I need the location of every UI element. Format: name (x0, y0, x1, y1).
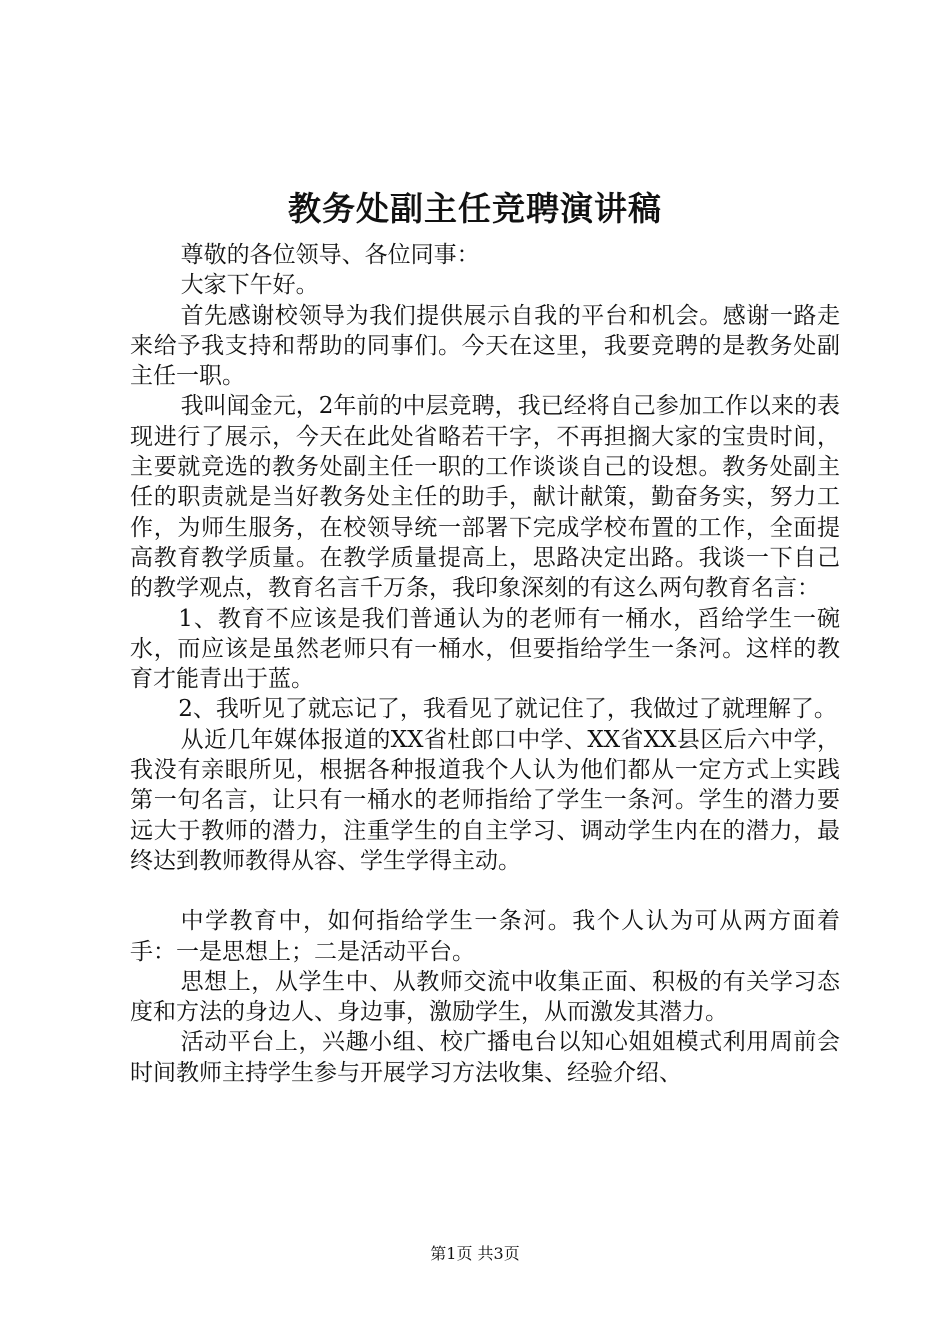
document-title: 教务处副主任竞聘演讲稿 (288, 189, 662, 228)
paragraph-thinking: 思想上，从学生中、从教师交流中收集正面、积极的有关学习态度和方法的身边人、身边事，激励学生，从而激发其潜力。 (130, 968, 840, 1026)
paragraph-thanks: 首先感谢校领导为我们提供展示自我的平台和机会。感谢一路走来给予我支持和帮助的同事们。今天在这里，我要竞聘的是教务处副主任一职。 (130, 302, 840, 390)
paragraph-activity-platform: 活动平台上，兴趣小组、校广播电台以知心姐姐模式利用周前会时间教师主持学生参与开展学习方法收集、经验介绍、 (130, 1029, 840, 1086)
paragraph-quote-2: 2、我听见了就忘记了，我看见了就记住了，我做过了就理解了。 (178, 696, 837, 723)
paragraph-introduction: 我叫闻金元，2年前的中层竞聘，我已经将自己参加工作以来的表现进行了展示，今天在此处省略若干字，不再担搁大家的宝贵时间，主要就竞选的教务处副主任一职的工作谈谈自己的设想。教务处副主任的职责就是当好教务处主任的助手，献计献策，勤奋务实，努力工作，为师生服务，在校领导统一部署下完成学校布置的工作，全面提高教育教学质量。在教学质量提高上，思路决定出路。我谈一下自己的教学观点，教育名言千万条，我印象深刻的有这么两句教育名言： (130, 393, 840, 602)
paragraph-greeting: 大家下午好。 (180, 272, 319, 299)
document-body (130, 240, 840, 1088)
paragraph-examples: 从近几年媒体报道的XX省杜郎口中学、XX省XX县区后六中学，我没有亲眼所见，根据各种报道我个人认为他们都从一定方式上实践第一句名言，让只有一桶水的老师指给了学生一条河。学生的潜力要远大于教师的潜力，注重学生的自主学习、调动学生内在的潜力，最终达到教师教得从容、学生学得主动。 (130, 726, 840, 874)
paragraph-quote-1: 1、教育不应该是我们普通认为的老师有一桶水，舀给学生一碗水，而应该是虽然老师只有一桶水，但要指给学生一条河。这样的教育才能青出于蓝。 (130, 605, 840, 693)
paragraph-salutation: 尊敬的各位领导、各位同事： (180, 242, 480, 268)
paragraph-approach: 中学教育中，如何指给学生一条河。我个人认为可从两方面着手：一是思想上；二是活动平台。 (130, 908, 840, 965)
page-indicator: 第1页 共3页 (430, 1244, 520, 1263)
